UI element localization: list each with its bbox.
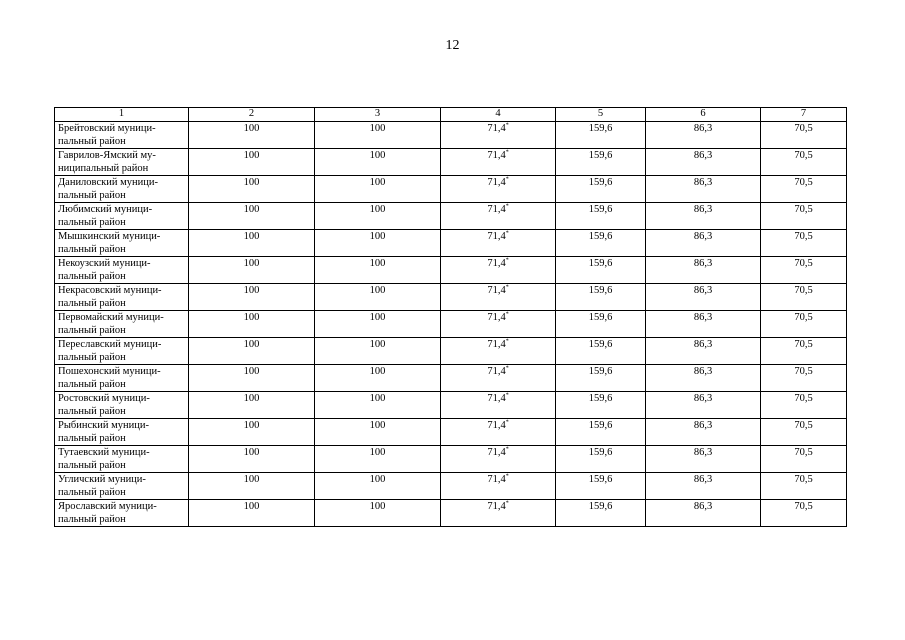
- cell-col-5: [556, 230, 646, 257]
- cell-col-5-value: 159,6: [588, 177, 613, 188]
- district-name-cell: [55, 176, 189, 203]
- footnote-mark: *: [505, 122, 509, 129]
- cell-col-5-value: 159,6: [588, 204, 613, 215]
- cell-col-2-value: 100: [243, 123, 260, 134]
- column-header: 3: [315, 108, 441, 122]
- cell-col-3: [315, 230, 441, 257]
- cell-col-4-value: 71,4: [487, 258, 506, 269]
- cell-col-6-value: 86,3: [693, 501, 713, 512]
- cell-col-4-value: 71,4: [487, 177, 506, 188]
- district-name-cell: [55, 149, 189, 176]
- cell-col-5: [556, 257, 646, 284]
- cell-col-3: [315, 419, 441, 446]
- cell-col-6-value: 86,3: [693, 123, 713, 134]
- cell-col-6: [646, 338, 761, 365]
- cell-col-7: [761, 149, 847, 176]
- cell-col-5-value: 159,6: [588, 285, 613, 296]
- cell-col-2-value: 100: [243, 393, 260, 404]
- table-row: [55, 419, 847, 446]
- district-name-cell-value: Угличский муници- пальный район: [58, 474, 146, 498]
- table-row: [55, 392, 847, 419]
- table-row: [55, 500, 847, 527]
- cell-col-6-value: 86,3: [693, 339, 713, 350]
- cell-col-2-value: 100: [243, 177, 260, 188]
- cell-col-5-value: 159,6: [588, 447, 613, 458]
- cell-col-3: [315, 392, 441, 419]
- cell-col-7-value: 70,5: [794, 366, 813, 377]
- cell-col-5-value: 159,6: [588, 150, 613, 161]
- cell-col-3-value: 100: [369, 177, 386, 188]
- cell-col-7: [761, 392, 847, 419]
- cell-col-2: [189, 500, 315, 527]
- cell-col-5-value: 159,6: [588, 258, 613, 269]
- cell-col-4: [441, 311, 556, 338]
- cell-col-4-value: 71,4: [487, 150, 506, 161]
- district-name-cell: [55, 338, 189, 365]
- cell-col-2: [189, 230, 315, 257]
- cell-col-3-value: 100: [369, 285, 386, 296]
- cell-col-7-value: 70,5: [794, 339, 813, 350]
- cell-col-7-value: 70,5: [794, 204, 813, 215]
- cell-col-4-value: 71,4: [487, 285, 506, 296]
- table-row: [55, 176, 847, 203]
- cell-col-7: [761, 473, 847, 500]
- district-name-cell-value: Рыбинский муници- пальный район: [58, 420, 149, 444]
- cell-col-6-value: 86,3: [693, 366, 713, 377]
- cell-col-5: [556, 446, 646, 473]
- district-name-cell-value: Первомайский муници- пальный район: [58, 312, 164, 336]
- footnote-mark: *: [505, 365, 509, 372]
- district-name-cell-value: Любимский муници- пальный район: [58, 204, 153, 228]
- district-name-cell-value: Пошехонский муници- пальный район: [58, 366, 161, 390]
- district-name-cell-value: Брейтовский муници- пальный район: [58, 123, 156, 147]
- cell-col-5: [556, 419, 646, 446]
- cell-col-6: [646, 230, 761, 257]
- cell-col-5: [556, 203, 646, 230]
- cell-col-4: [441, 500, 556, 527]
- cell-col-4-value: 71,4: [487, 231, 506, 242]
- footnote-mark: *: [505, 392, 509, 399]
- cell-col-7: [761, 365, 847, 392]
- cell-col-7-value: 70,5: [794, 420, 813, 431]
- cell-col-3-value: 100: [369, 204, 386, 215]
- district-name-cell-value: Даниловский муници- пальный район: [58, 177, 158, 201]
- cell-col-5-value: 159,6: [588, 123, 613, 134]
- cell-col-4: [441, 284, 556, 311]
- cell-col-6: [646, 284, 761, 311]
- cell-col-4: [441, 365, 556, 392]
- cell-col-5: [556, 284, 646, 311]
- cell-col-3-value: 100: [369, 366, 386, 377]
- cell-col-7: [761, 284, 847, 311]
- cell-col-4: [441, 122, 556, 149]
- footnote-mark: *: [505, 257, 509, 264]
- cell-col-6-value: 86,3: [693, 447, 713, 458]
- cell-col-5: [556, 149, 646, 176]
- header-row: [55, 108, 847, 122]
- cell-col-3-value: 100: [369, 312, 386, 323]
- cell-col-7-value: 70,5: [794, 177, 813, 188]
- cell-col-3: [315, 176, 441, 203]
- table-row: [55, 257, 847, 284]
- cell-col-7-value: 70,5: [794, 123, 813, 134]
- cell-col-7-value: 70,5: [794, 393, 813, 404]
- cell-col-4: [441, 176, 556, 203]
- data-table: [54, 107, 847, 527]
- cell-col-3-value: 100: [369, 339, 386, 350]
- footnote-mark: *: [505, 500, 509, 507]
- table-row: [55, 446, 847, 473]
- cell-col-2: [189, 446, 315, 473]
- cell-col-3: [315, 122, 441, 149]
- district-name-cell: [55, 203, 189, 230]
- column-header: 1: [55, 108, 189, 122]
- cell-col-6: [646, 473, 761, 500]
- cell-col-6: [646, 311, 761, 338]
- column-header: 7: [761, 108, 847, 122]
- cell-col-5-value: 159,6: [588, 393, 613, 404]
- cell-col-2-value: 100: [243, 420, 260, 431]
- cell-col-3: [315, 149, 441, 176]
- footnote-mark: *: [505, 176, 509, 183]
- cell-col-4: [441, 230, 556, 257]
- district-name-cell-value: Мышкинский муници- пальный район: [58, 231, 161, 255]
- cell-col-6: [646, 365, 761, 392]
- district-name-cell-value: Ярославский муници- пальный район: [58, 501, 157, 525]
- footnote-mark: *: [505, 446, 509, 453]
- cell-col-5: [556, 473, 646, 500]
- table-row: [55, 311, 847, 338]
- table-row: [55, 230, 847, 257]
- cell-col-2: [189, 203, 315, 230]
- cell-col-3: [315, 338, 441, 365]
- cell-col-6: [646, 176, 761, 203]
- cell-col-4: [441, 338, 556, 365]
- cell-col-7: [761, 419, 847, 446]
- cell-col-6: [646, 446, 761, 473]
- cell-col-2-value: 100: [243, 231, 260, 242]
- cell-col-3: [315, 284, 441, 311]
- district-name-cell: [55, 446, 189, 473]
- cell-col-3-value: 100: [369, 123, 386, 134]
- footnote-mark: *: [505, 473, 509, 480]
- district-name-cell: [55, 500, 189, 527]
- cell-col-4-value: 71,4: [487, 474, 506, 485]
- cell-col-6-value: 86,3: [693, 312, 713, 323]
- cell-col-4: [441, 473, 556, 500]
- cell-col-4-value: 71,4: [487, 420, 506, 431]
- cell-col-2-value: 100: [243, 366, 260, 377]
- cell-col-5: [556, 338, 646, 365]
- cell-col-3-value: 100: [369, 231, 386, 242]
- cell-col-4: [441, 203, 556, 230]
- cell-col-2: [189, 311, 315, 338]
- cell-col-6-value: 86,3: [693, 285, 713, 296]
- column-header: 6: [646, 108, 761, 122]
- cell-col-6: [646, 257, 761, 284]
- footnote-mark: *: [505, 230, 509, 237]
- cell-col-3: [315, 365, 441, 392]
- cell-col-5: [556, 500, 646, 527]
- cell-col-4: [441, 392, 556, 419]
- district-name-cell: [55, 311, 189, 338]
- cell-col-7-value: 70,5: [794, 474, 813, 485]
- cell-col-7: [761, 338, 847, 365]
- district-name-cell-value: Тутаевский муници- пальный район: [58, 447, 150, 471]
- cell-col-6-value: 86,3: [693, 258, 713, 269]
- cell-col-7-value: 70,5: [794, 285, 813, 296]
- footnote-mark: *: [505, 149, 509, 156]
- cell-col-2: [189, 473, 315, 500]
- cell-col-2-value: 100: [243, 204, 260, 215]
- cell-col-4-value: 71,4: [487, 339, 506, 350]
- cell-col-3: [315, 203, 441, 230]
- cell-col-6-value: 86,3: [693, 150, 713, 161]
- cell-col-4-value: 71,4: [487, 393, 506, 404]
- cell-col-4: [441, 149, 556, 176]
- cell-col-4: [441, 419, 556, 446]
- district-name-cell: [55, 230, 189, 257]
- cell-col-7: [761, 446, 847, 473]
- footnote-mark: *: [505, 203, 509, 210]
- cell-col-3-value: 100: [369, 150, 386, 161]
- cell-col-2-value: 100: [243, 312, 260, 323]
- footnote-mark: *: [505, 338, 509, 345]
- cell-col-2: [189, 365, 315, 392]
- column-header: 4: [441, 108, 556, 122]
- cell-col-6-value: 86,3: [693, 420, 713, 431]
- cell-col-2: [189, 122, 315, 149]
- table-row: [55, 203, 847, 230]
- footnote-mark: *: [505, 284, 509, 291]
- cell-col-4-value: 71,4: [487, 447, 506, 458]
- footnote-mark: *: [505, 311, 509, 318]
- cell-col-2-value: 100: [243, 339, 260, 350]
- cell-col-5-value: 159,6: [588, 312, 613, 323]
- district-name-cell-value: Ростовский муници- пальный район: [58, 393, 150, 417]
- cell-col-2-value: 100: [243, 285, 260, 296]
- cell-col-4-value: 71,4: [487, 204, 506, 215]
- cell-col-6: [646, 203, 761, 230]
- cell-col-5-value: 159,6: [588, 474, 613, 485]
- cell-col-3: [315, 473, 441, 500]
- cell-col-5-value: 159,6: [588, 366, 613, 377]
- cell-col-5: [556, 122, 646, 149]
- table-row: [55, 338, 847, 365]
- table-row: [55, 149, 847, 176]
- cell-col-4-value: 71,4: [487, 123, 506, 134]
- district-name-cell-value: Некоузский муници- пальный район: [58, 258, 151, 282]
- cell-col-2: [189, 149, 315, 176]
- cell-col-7-value: 70,5: [794, 231, 813, 242]
- cell-col-6-value: 86,3: [693, 204, 713, 215]
- cell-col-3-value: 100: [369, 258, 386, 269]
- district-name-cell-value: Гаврилов-Ямский му- ниципальный район: [58, 150, 156, 174]
- cell-col-2-value: 100: [243, 258, 260, 269]
- cell-col-2: [189, 392, 315, 419]
- district-name-cell: [55, 365, 189, 392]
- cell-col-6: [646, 500, 761, 527]
- cell-col-2: [189, 257, 315, 284]
- cell-col-2: [189, 338, 315, 365]
- cell-col-7: [761, 257, 847, 284]
- cell-col-3-value: 100: [369, 474, 386, 485]
- cell-col-5: [556, 176, 646, 203]
- cell-col-7-value: 70,5: [794, 501, 813, 512]
- cell-col-7-value: 70,5: [794, 447, 813, 458]
- district-name-cell: [55, 473, 189, 500]
- table-body: [55, 122, 847, 527]
- cell-col-4: [441, 257, 556, 284]
- cell-col-6-value: 86,3: [693, 231, 713, 242]
- cell-col-2: [189, 176, 315, 203]
- cell-col-4-value: 71,4: [487, 312, 506, 323]
- cell-col-4: [441, 446, 556, 473]
- cell-col-2-value: 100: [243, 447, 260, 458]
- cell-col-7: [761, 311, 847, 338]
- cell-col-3-value: 100: [369, 501, 386, 512]
- cell-col-6: [646, 419, 761, 446]
- cell-col-5-value: 159,6: [588, 231, 613, 242]
- cell-col-2: [189, 419, 315, 446]
- district-name-cell: [55, 419, 189, 446]
- cell-col-4-value: 71,4: [487, 366, 506, 377]
- cell-col-5-value: 159,6: [588, 339, 613, 350]
- cell-col-6: [646, 122, 761, 149]
- cell-col-2-value: 100: [243, 474, 260, 485]
- district-name-cell: [55, 257, 189, 284]
- district-name-cell: [55, 284, 189, 311]
- cell-col-3: [315, 257, 441, 284]
- cell-col-7: [761, 500, 847, 527]
- table-row: [55, 284, 847, 311]
- cell-col-5-value: 159,6: [588, 420, 613, 431]
- cell-col-6-value: 86,3: [693, 393, 713, 404]
- cell-col-7-value: 70,5: [794, 312, 813, 323]
- cell-col-7-value: 70,5: [794, 150, 813, 161]
- cell-col-4-value: 71,4: [487, 501, 506, 512]
- district-name-cell: [55, 122, 189, 149]
- district-name-cell-value: Некрасовский муници- пальный район: [58, 285, 162, 309]
- footnote-mark: *: [505, 419, 509, 426]
- cell-col-3-value: 100: [369, 420, 386, 431]
- table-row: [55, 473, 847, 500]
- table-row: [55, 365, 847, 392]
- page-number: 12: [445, 38, 460, 53]
- column-header: 5: [556, 108, 646, 122]
- district-name-cell-value: Переславский муници- пальный район: [58, 339, 162, 363]
- cell-col-7: [761, 176, 847, 203]
- table-row: [55, 122, 847, 149]
- cell-col-3-value: 100: [369, 393, 386, 404]
- cell-col-3: [315, 446, 441, 473]
- cell-col-7: [761, 122, 847, 149]
- cell-col-5: [556, 392, 646, 419]
- cell-col-7: [761, 230, 847, 257]
- cell-col-3: [315, 311, 441, 338]
- cell-col-3-value: 100: [369, 447, 386, 458]
- cell-col-5-value: 159,6: [588, 501, 613, 512]
- cell-col-5: [556, 311, 646, 338]
- cell-col-2: [189, 284, 315, 311]
- cell-col-2-value: 100: [243, 150, 260, 161]
- cell-col-2-value: 100: [243, 501, 260, 512]
- cell-col-3: [315, 500, 441, 527]
- cell-col-5: [556, 365, 646, 392]
- cell-col-7: [761, 203, 847, 230]
- cell-col-6: [646, 392, 761, 419]
- cell-col-6: [646, 149, 761, 176]
- cell-col-7-value: 70,5: [794, 258, 813, 269]
- cell-col-6-value: 86,3: [693, 474, 713, 485]
- cell-col-6-value: 86,3: [693, 177, 713, 188]
- district-name-cell: [55, 392, 189, 419]
- column-header: 2: [189, 108, 315, 122]
